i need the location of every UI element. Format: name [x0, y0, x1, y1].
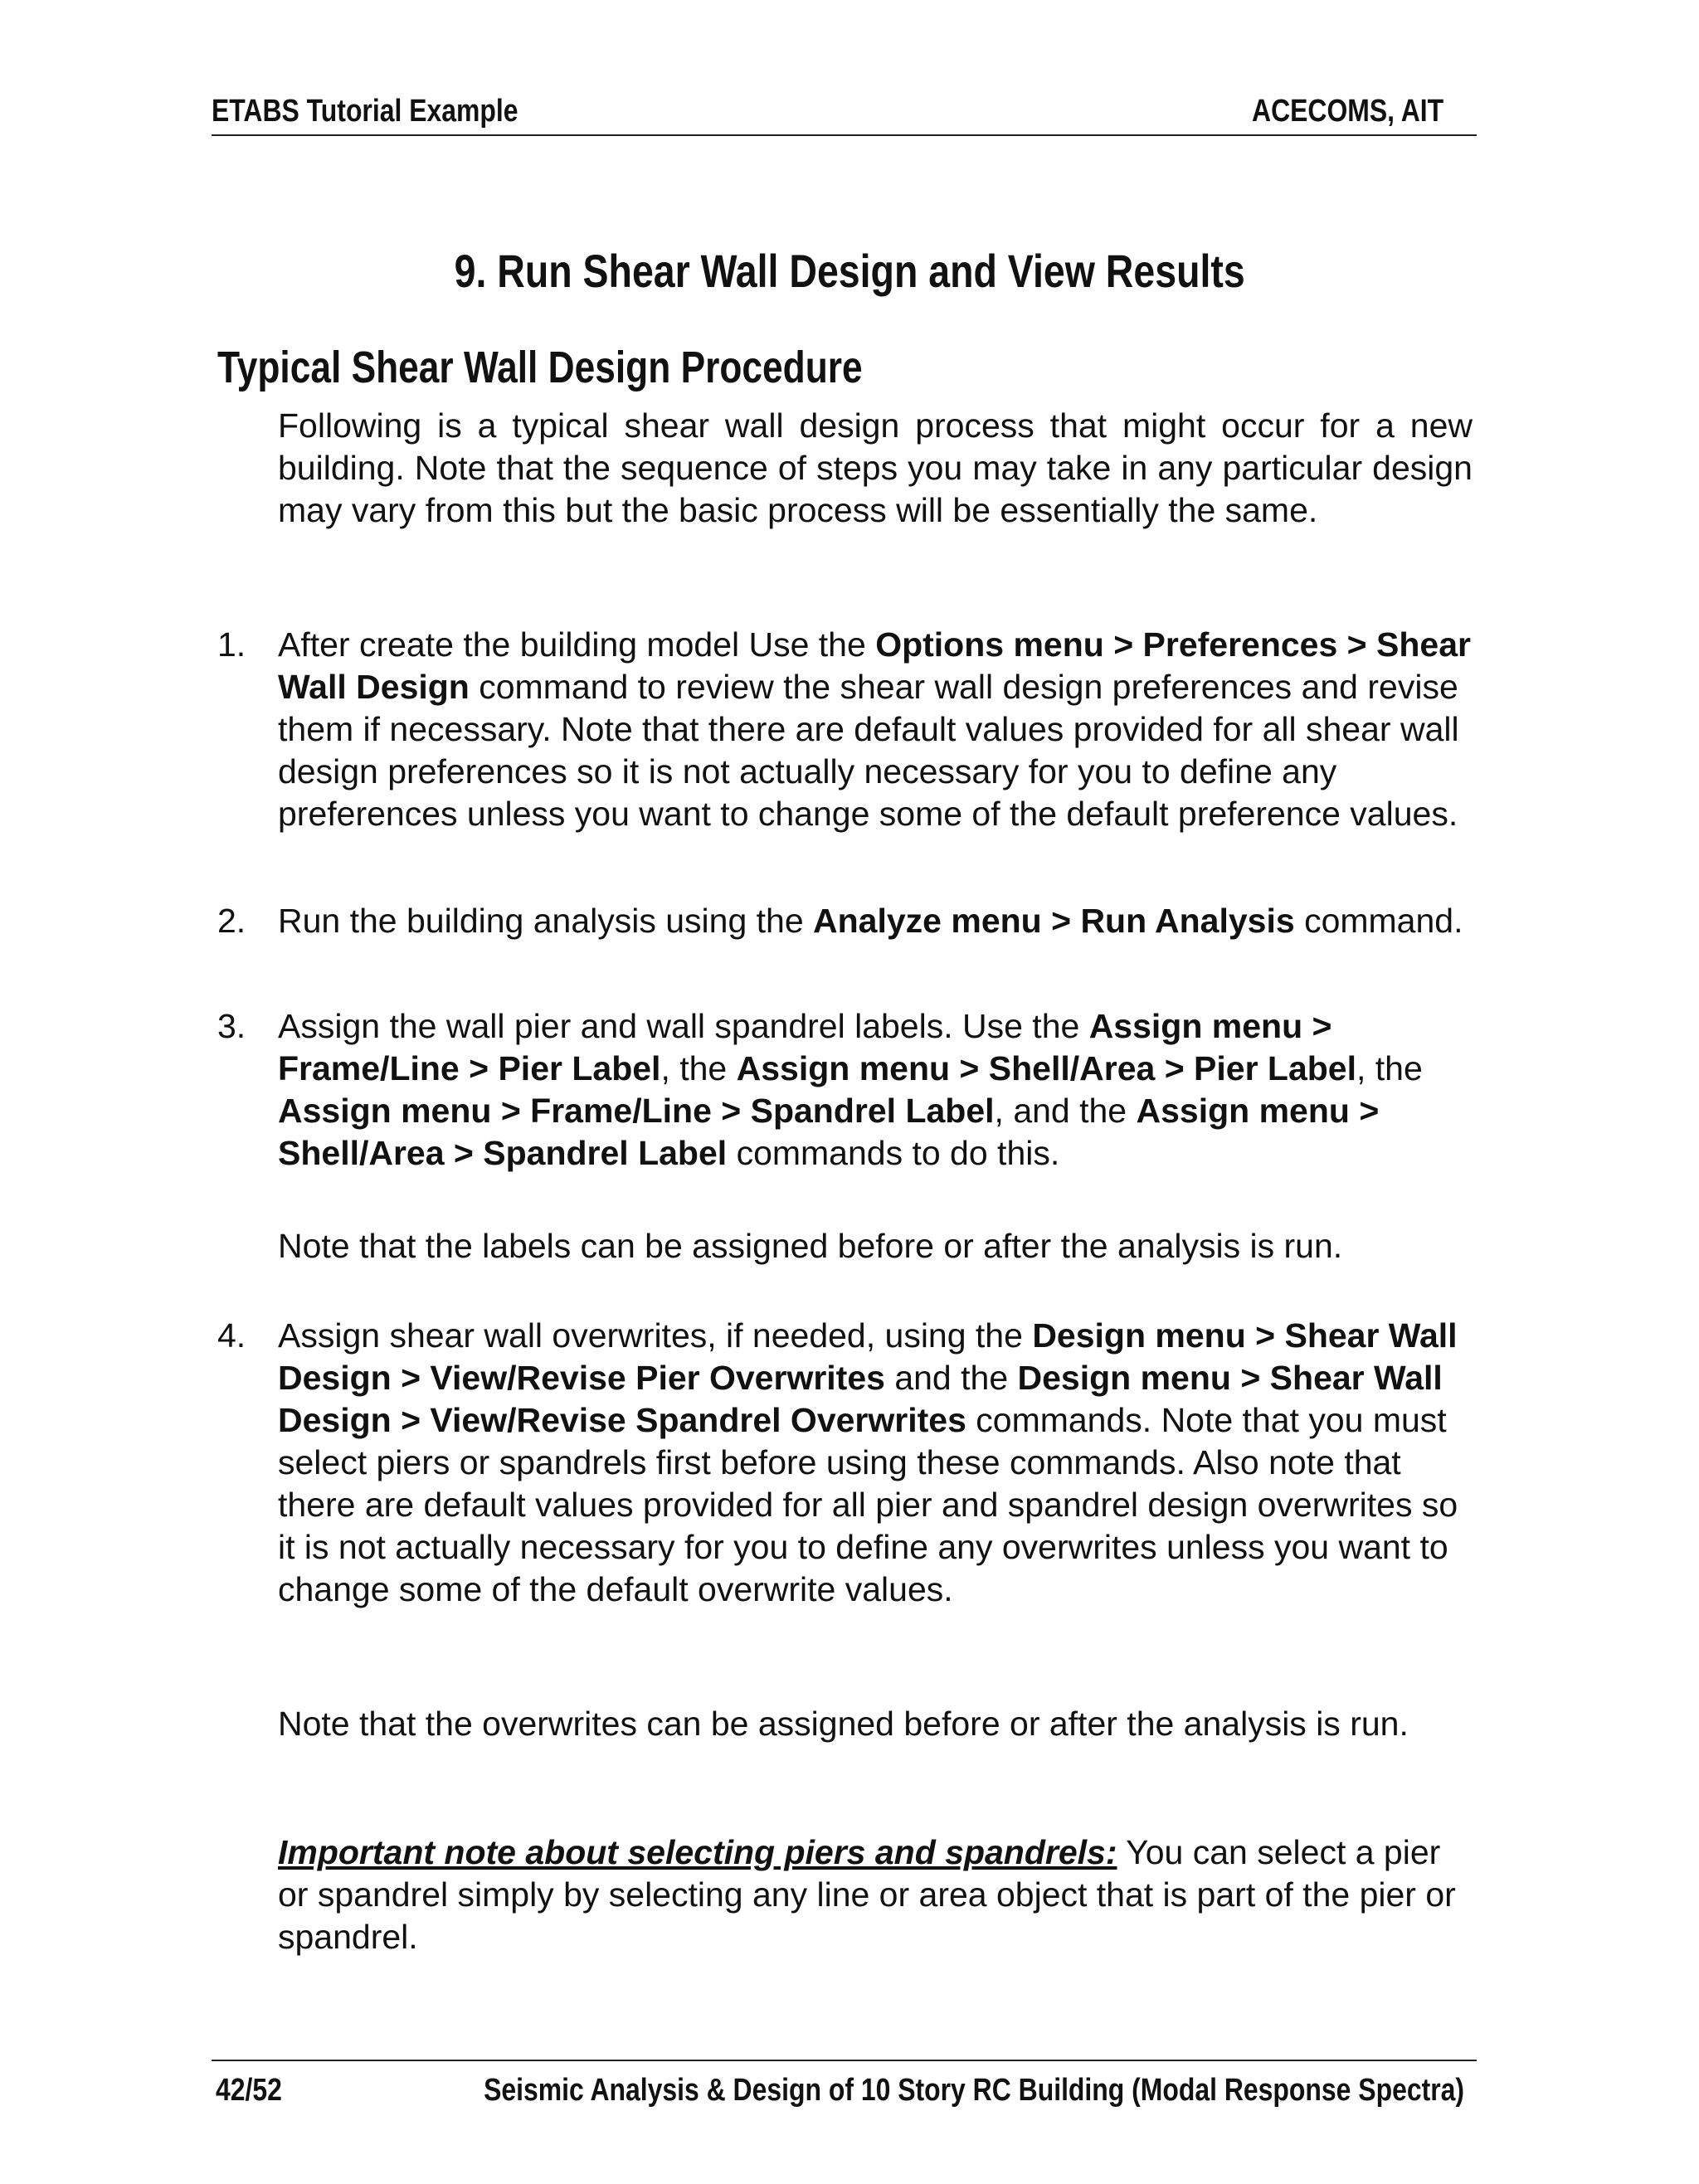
section-heading: Typical Shear Wall Design Procedure — [217, 343, 863, 392]
footer-page-number: 42/52 — [216, 2073, 282, 2108]
step-number: 2. — [217, 902, 246, 940]
step-3-text: Assign the wall pier and wall spandrel labels. Use the Assign menu > Frame/Line > Pier Label, the Assign menu > Shell/Area > Pier Label, the Assign menu > Frame/Line > Spandrel Label, and the Assign menu > Shell/Area > Spandrel Label commands to do this. — [278, 1007, 1423, 1172]
header-left-title: ETABS Tutorial Example — [212, 94, 518, 129]
important-note-label: Important note about selecting piers and spandrels: — [278, 1833, 1117, 1871]
page-header — [212, 91, 1477, 136]
step-number: 3. — [217, 1007, 246, 1045]
step-1-text: After create the building model Use the Options menu > Preferences > Shear Wall Design command to review the shear wall design preferences and revise them if necessary. Note that there are default values provided for all shear wall design preferences so it is not actually necessary for you to define any preferences unless you want to change some of the default preference values. — [278, 625, 1471, 833]
header-right-title: ACECOMS, AIT — [1251, 94, 1443, 129]
important-note: Important note about selecting piers and spandrels: You can select a pier or spandrel simply by selecting any line or area object that is part of the pier or spandrel. — [278, 1833, 1456, 1956]
step-2-text: Run the building analysis using the Analyze menu > Run Analysis command. — [278, 902, 1463, 940]
page-footer — [212, 2060, 1477, 2108]
step-4-text: Assign shear wall overwrites, if needed, using the Design menu > Shear Wall Design > View/Revise Pier Overwrites and the Design menu > Shear Wall Design > View/Revise Spandrel Overwrites commands. Note that you must select piers or spandrels first before using these commands. Also note that there are default values provided for all pier and spandrel design overwrites so it is not actually necessary for you to define any overwrites unless you want to change some of the default overwrite values. — [278, 1316, 1458, 1608]
step-3-note: Note that the labels can be assigned before or after the analysis is run. — [278, 1227, 1343, 1265]
step-number: 1. — [217, 625, 246, 664]
chapter-title: 9. Run Shear Wall Design and View Results — [454, 245, 1245, 297]
intro-paragraph: Following is a typical shear wall design process that might occur for a new building. Note that the sequence of steps you may take in any particular design may vary from this but the basic process will be essentially the same. — [278, 406, 1473, 529]
footer-document-title: Seismic Analysis & Design of 10 Story RC Building (Modal Response Spectra) — [484, 2073, 1464, 2108]
step-number: 4. — [217, 1316, 246, 1355]
step-4-note: Note that the overwrites can be assigned before or after the analysis is run. — [278, 1705, 1409, 1743]
